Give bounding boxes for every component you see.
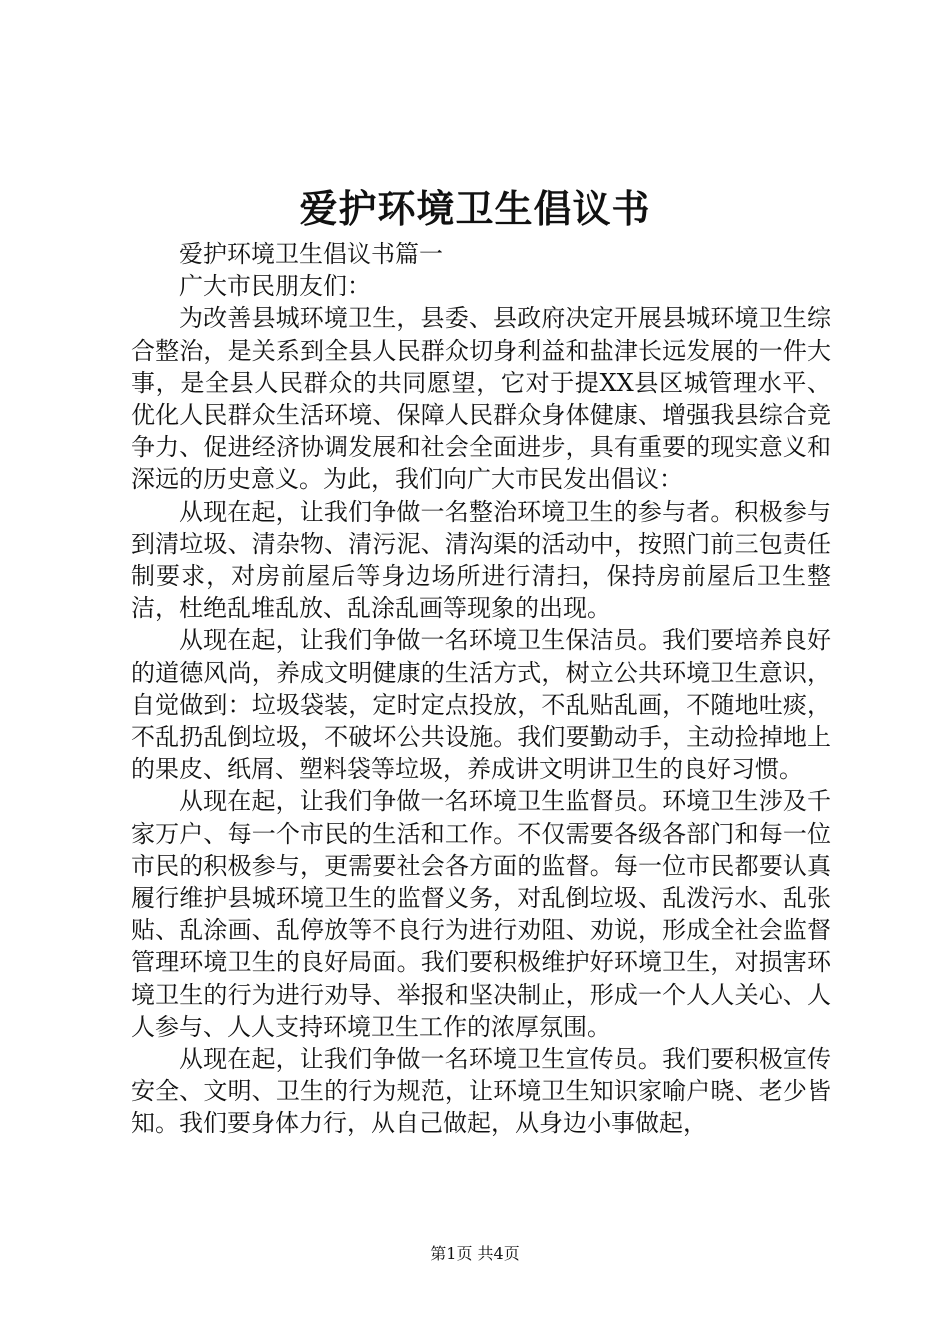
paragraph-promoter: 从现在起，让我们争做一名环境卫生宣传员。我们要积极宣传安全、文明、卫生的行为规范，让环境卫生知识家喻户晓、老少皆知。我们要身体力行，从自己做起，从身边小事做起， bbox=[131, 1045, 831, 1138]
paragraph-participant: 从现在起，让我们争做一名整治环境卫生的参与者。积极参与到清垃圾、清杂物、清污泥、清沟渠的活动中，按照门前三包责任制要求，对房前屋后等身边场所进行清扫，保持房前屋后卫生整洁，杜绝乱堆乱放、乱涂乱画等现象的出现。 bbox=[131, 497, 831, 623]
section-heading: 爱护环境卫生倡议书篇一 bbox=[179, 240, 443, 268]
document-title: 爱护环境卫生倡议书 bbox=[299, 186, 651, 231]
page-number: 第1页 共4页 bbox=[430, 1244, 520, 1263]
document-body bbox=[131, 238, 831, 1140]
salutation: 广大市民朋友们： bbox=[179, 272, 371, 301]
paragraph-intro: 为改善县城环境卫生，县委、县政府决定开展县城环境卫生综合整治，是关系到全县人民群众切身利益和盐津长远发展的一件大事，是全县人民群众的共同愿望，它对于提XX县区城管理水平、优化人民群众生活环境、保障人民群众身体健康、增强我县综合竞争力、促进经济协调发展和社会全面进步，具有重要的现实意义和深远的历史意义。为此，我们向广大市民发出倡议： bbox=[131, 304, 831, 494]
paragraph-cleaner: 从现在起，让我们争做一名环境卫生保洁员。我们要培养良好的道德风尚，养成文明健康的生活方式，树立公共环境卫生意识，自觉做到：垃圾袋装，定时定点投放，不乱贴乱画，不随地吐痰，不乱扔乱倒垃圾，不破坏公共设施。我们要勤动手，主动捡掉地上的果皮、纸屑、塑料袋等垃圾，养成讲文明讲卫生的良好习惯。 bbox=[131, 626, 831, 784]
paragraph-supervisor: 从现在起，让我们争做一名环境卫生监督员。环境卫生涉及千家万户、每一个市民的生活和工作。不仅需要各级各部门和每一位市民的积极参与，更需要社会各方面的监督。每一位市民都要认真履行维护县城环境卫生的监督义务，对乱倒垃圾、乱泼污水、乱张贴、乱涂画、乱停放等不良行为进行劝阻、劝说，形成全社会监督管理环境卫生的良好局面。我们要积极维护好环境卫生，对损害环境卫生的行为进行劝导、举报和坚决制止，形成一个人人关心、人人参与、人人支持环境卫生工作的浓厚氛围。 bbox=[131, 787, 831, 1041]
